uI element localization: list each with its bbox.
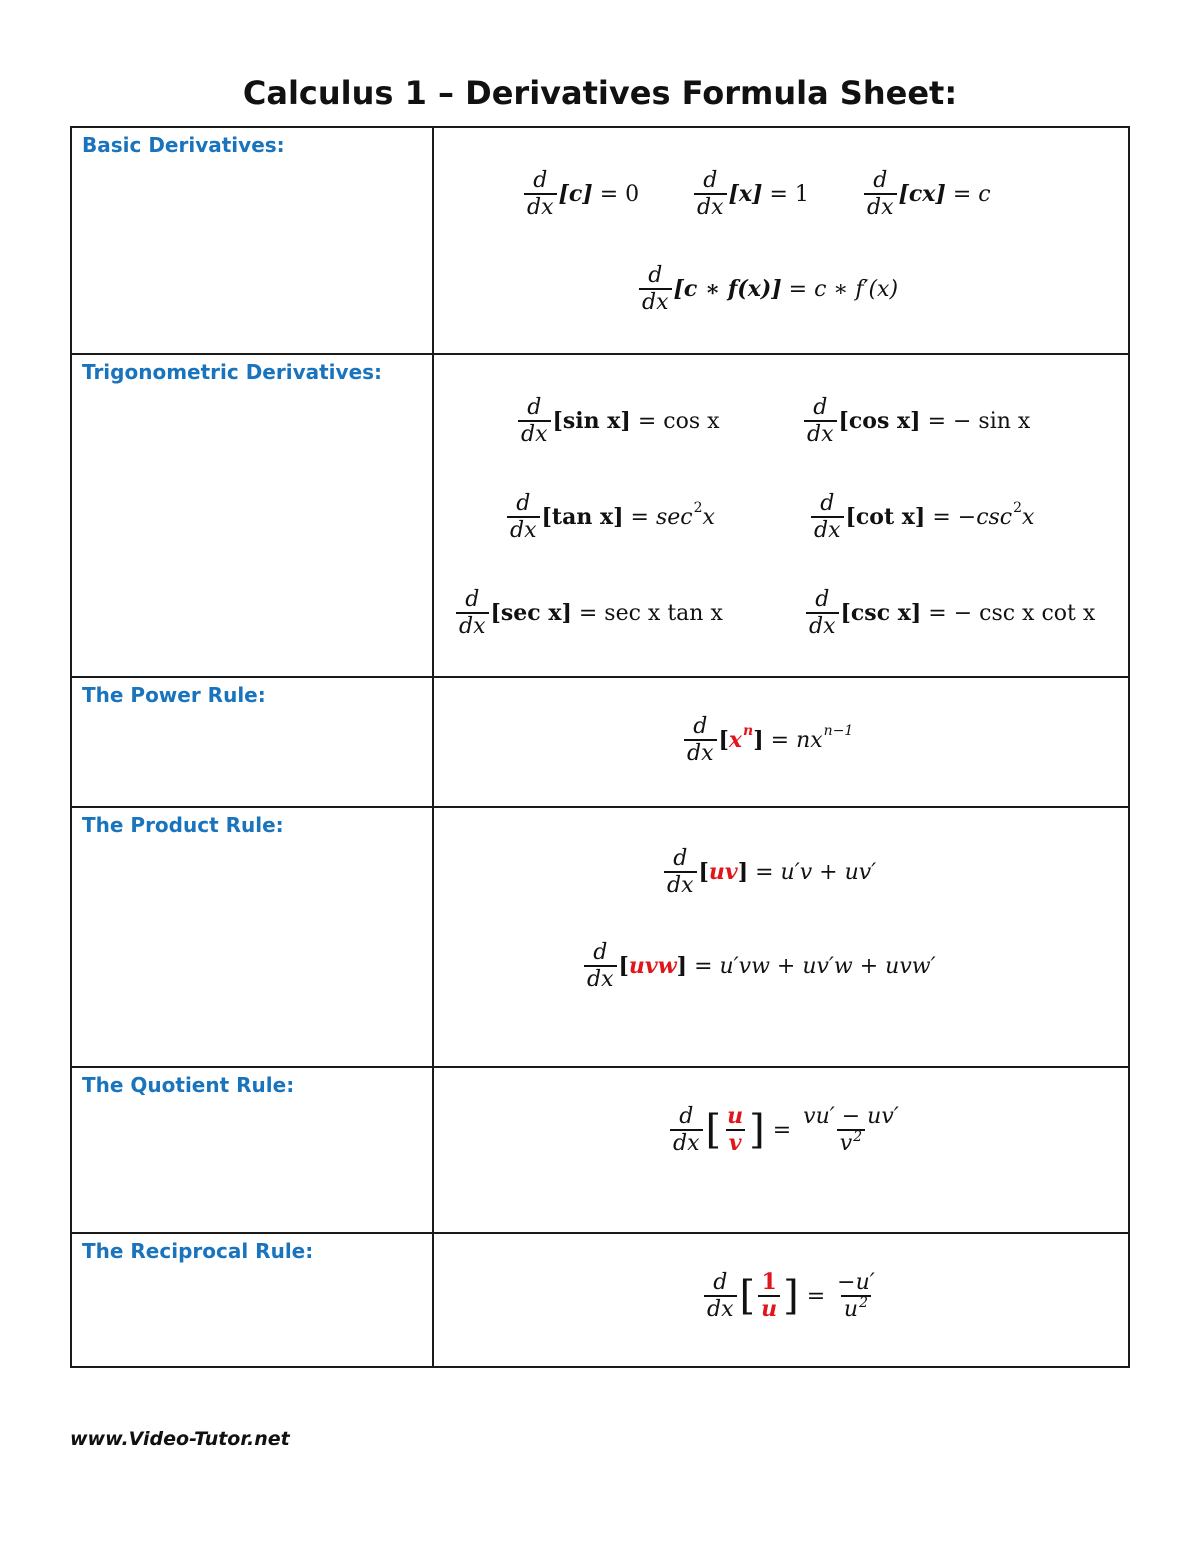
footer-website-link[interactable]: www.Video-Tutor.net xyxy=(70,1428,290,1450)
formula-csc: $\frac{d}{dx}$ [csc x] = − csc x cot x xyxy=(804,587,1095,640)
formula-sec: $\frac{d}{dx}$ [sec x] = sec x tan x xyxy=(454,587,723,640)
formula-quotient-rule: $\frac{d}{dx}$ [ $\frac{u}{v}$ ] = $\frac{vu' - uv'}{v^2}$ xyxy=(668,1104,904,1157)
section-label-basic: Basic Derivatives: xyxy=(82,133,285,157)
section-reciprocal xyxy=(71,1233,1129,1367)
formula-constant-multiple: $\frac{d}{dx}$ [c ∗ f(x)] = c ∗ f′(x) xyxy=(637,263,898,316)
page-title: Calculus 1 – Derivatives Formula Sheet: xyxy=(242,74,958,112)
section-label-product: The Product Rule: xyxy=(82,813,284,837)
formula-reciprocal-rule: $\frac{d}{dx}$ [ $\frac{1}{u}$ ] = $\frac{-u'}{u^2}$ xyxy=(702,1270,880,1323)
section-trig xyxy=(71,354,1129,677)
section-basic xyxy=(71,127,1129,354)
formula-tan: $\frac{d}{dx}$ [tan x] = sec 2 x xyxy=(505,491,715,544)
formula-derivative-x: $\frac{d}{dx}$ [x] = 1 xyxy=(692,168,809,221)
formula-derivative-cx: $\frac{d}{dx}$ [cx] = c xyxy=(862,168,991,221)
formula-sin: $\frac{d}{dx}$ [sin x] = cos x xyxy=(516,395,720,448)
formula-table xyxy=(70,126,1130,1368)
formula-product-two: $\frac{d}{dx}$ [ uv ] = u′v + uv′ xyxy=(662,846,876,899)
section-quotient xyxy=(71,1067,1129,1233)
formula-cos: $\frac{d}{dx}$ [cos x] = − sin x xyxy=(802,395,1030,448)
formula-cot: $\frac{d}{dx}$ [cot x] = −csc 2 x xyxy=(809,491,1034,544)
section-power xyxy=(71,677,1129,807)
section-label-trig: Trigonometric Derivatives: xyxy=(82,360,383,384)
section-label-reciprocal: The Reciprocal Rule: xyxy=(82,1239,314,1263)
section-label-quotient: The Quotient Rule: xyxy=(82,1073,295,1097)
formula-derivative-constant: $\frac{d}{dx}$ [c] = 0 xyxy=(522,168,639,221)
section-product xyxy=(71,807,1129,1067)
formula-power-rule: $\frac{d}{dx}$ [ x n ] = nx n−1 xyxy=(682,714,853,767)
formula-product-three: $\frac{d}{dx}$ [ uvw ] = u′vw + uv′w + uvw′ xyxy=(582,940,936,993)
section-label-power: The Power Rule: xyxy=(82,683,266,707)
